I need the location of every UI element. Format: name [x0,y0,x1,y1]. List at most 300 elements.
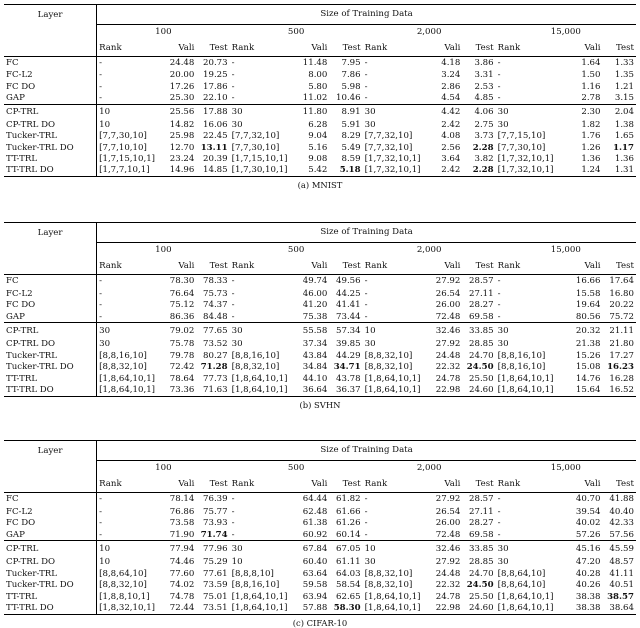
best-value: 5.18 [339,165,361,176]
table-row [4,93,636,104]
row-label: FC DO [6,300,36,311]
table-caption: (b) SVHN [299,399,341,410]
table-cell: 60.92 [302,529,328,540]
table-cell: 57.88 [302,603,328,614]
row-label: TT-TRL [6,154,38,165]
table-cell: - [97,57,159,70]
table-cell: 30 [364,556,376,567]
table-cell: 74.02 [169,580,195,591]
best-value: 24.50 [466,580,494,591]
table-cell: 1.82 [581,119,601,130]
table-cell: - [97,506,159,518]
table-cell: 59.58 [302,580,328,591]
table-cell: [7,7,32,10] [364,131,413,142]
subheader-test: Test [209,478,228,489]
table-cell: [1,7,15,10,1] [97,154,159,165]
table-cell: 40.70 [575,494,601,505]
table-cell: 20.32 [575,325,601,336]
table-cell: 79.78 [169,350,195,361]
subheader-vali: Vali [584,42,601,53]
table-cell: 34.84 [302,362,328,373]
best-value: 13.11 [200,142,228,153]
row-label: FC DO [6,81,36,92]
table-caption: (a) MNIST [297,179,343,190]
results-table-block [0,222,640,409]
table-cell: 28.27 [469,300,494,311]
results-table-block [0,4,640,189]
table-cell: 22.32 [435,362,461,373]
row-label: FC-L2 [6,70,33,81]
table-cell: 30 [231,119,243,130]
row-label: CP-TRL DO [6,338,56,349]
table-cell: 45.59 [609,543,634,554]
table-cell: [8,8,32,10] [364,580,413,591]
table-cell: - [497,58,501,69]
subheader-vali: Vali [311,42,328,53]
table-cell: 55.58 [302,325,328,336]
table-cell: 17.86 [203,81,228,92]
table-cell: 24.60 [469,603,494,614]
row-label: CP-TRL [6,325,39,336]
table-cell: - [364,311,368,322]
table-cell: 26.54 [435,506,461,517]
size-of-training-data-header: Size of Training Data [97,441,636,461]
table-cell: - [364,300,368,311]
table-cell: 38.38 [575,603,601,614]
table-cell: [1,8,64,10,1] [497,591,554,602]
size-header-2000: 2,000 [363,243,496,259]
table-cell: [1,8,64,10,1] [497,603,554,614]
table-cell: [1,8,64,10,1] [364,603,421,614]
table-cell: 2.78 [581,92,601,103]
row-label: GAP [6,529,25,540]
subheader-rank: Rank [364,260,388,271]
table-row [4,142,636,153]
table-cell: 40.51 [609,580,634,591]
row-label: GAP [6,92,25,103]
table-cell: 28.57 [469,494,494,505]
table-cell: 67.05 [336,543,361,554]
results-table [4,4,636,177]
subheader-test: Test [342,478,361,489]
table-cell: 75.38 [302,311,328,322]
table-cell: 24.48 [435,350,461,361]
table-cell: [1,8,64,10,1] [231,603,288,614]
best-value: 24.50 [466,362,494,373]
table-cell: 16.06 [203,119,228,130]
table-cell: 1.64 [581,58,601,69]
size-header-15000: 15,000 [496,25,636,41]
table-cell [462,142,495,153]
table-cell: 1.50 [581,70,601,81]
subheader-vali: Vali [444,42,461,53]
table-cell: [7,7,30,10] [97,131,159,142]
best-value: 2.28 [472,142,494,153]
table-cell: 79.02 [169,325,195,336]
table-cell: 39.54 [575,506,601,517]
table-cell: 20.73 [203,58,228,69]
results-table [4,222,636,397]
table-cell: 7.95 [341,58,361,69]
table-cell: - [497,70,501,81]
table-row [4,603,636,615]
table-cell: - [97,81,159,92]
table-cell: - [231,506,235,517]
table-cell: 3.86 [474,58,494,69]
subheader-vali: Vali [584,478,601,489]
row-label: TT-TRL DO [6,165,54,176]
layer-header: Layer [37,228,63,238]
table-cell: 32.46 [435,325,461,336]
table-cell: 8.00 [308,70,328,81]
table-cell: - [497,529,501,540]
subheader-vali: Vali [178,260,195,271]
table-cell: 62.48 [302,506,328,517]
table-cell: - [231,529,235,540]
table-cell: - [231,300,235,311]
table-cell: 4.42 [441,106,461,117]
table-row [4,81,636,92]
table-cell: 8.29 [341,131,361,142]
table-cell: - [231,494,235,505]
table-cell: 30 [364,119,376,130]
table-cell: - [364,506,368,517]
table-cell: 30 [497,543,509,554]
table-cell: 5.91 [341,119,361,130]
table-cell: 57.26 [575,529,601,540]
best-value: 16.23 [607,362,634,373]
table-cell: 25.50 [469,373,494,384]
table-cell: 20.00 [169,70,195,81]
table-cell: - [497,81,501,92]
table-cell: 1.33 [614,58,634,69]
table-cell: [8,8,8,10] [231,568,274,579]
table-cell: [1,8,64,10,1] [364,373,421,384]
table-cell: 60.14 [336,529,361,540]
table-cell: [1,7,32,10,1] [364,165,421,176]
subheader-vali: Vali [444,478,461,489]
table-cell: 1.26 [581,142,601,153]
table-cell: [7,7,15,10] [497,131,546,142]
subheader-rank: Rank [497,260,521,271]
table-cell: 16.52 [609,385,634,396]
row-label: Tucker-TRL [6,131,57,142]
table-cell [603,362,637,374]
subheader-vali: Vali [444,260,461,271]
table-cell: 46.00 [302,288,328,299]
table-cell: 33.85 [469,325,494,336]
table-cell: 2.53 [474,81,494,92]
table-row [4,580,636,592]
table-cell: 14.96 [169,165,195,176]
table-cell: [8,8,64,10] [497,568,546,579]
bottom-rule [4,396,636,397]
table-cell: 28.85 [469,338,494,349]
table-cell [462,362,495,374]
size-header-100: 100 [97,25,230,41]
table-cell: 73.93 [203,518,228,529]
table-cell: 10 [97,541,159,557]
table-cell: 30 [231,338,243,349]
table-cell: 63.64 [302,568,328,579]
subheader-rank: Rank [364,42,388,53]
table-cell: 14.85 [203,165,228,176]
results-table [4,440,636,615]
subheader-test: Test [475,42,494,53]
table-cell: 77.73 [203,373,228,384]
table-cell: 8.59 [341,154,361,165]
table-cell: 1.35 [614,70,634,81]
table-cell: 41.88 [609,494,634,505]
table-cell: 40.02 [575,518,601,529]
table-cell: 24.70 [469,568,494,579]
table-cell: 38.64 [609,603,634,614]
size-header-100: 100 [97,243,230,259]
table-cell: [8,8,16,10] [231,350,280,361]
table-cell: 74.46 [169,556,195,567]
table-cell: [8,8,32,10] [364,350,413,361]
size-header-500: 500 [230,243,363,259]
table-cell: 75.01 [203,591,228,602]
subheader-test: Test [475,260,494,271]
table-cell: 4.85 [474,92,494,103]
table-cell: [8,8,64,10] [497,580,546,591]
table-cell: - [364,70,368,81]
table-row [4,288,636,300]
table-cell: 20.39 [203,154,228,165]
table-cell: 77.60 [169,568,195,579]
table-cell: - [497,506,501,517]
table-cell: 2.56 [441,142,461,153]
table-cell: 57.34 [336,325,361,336]
table-cell: 30 [497,338,509,349]
table-cell: 30 [97,323,159,339]
table-cell: 72.42 [169,362,195,373]
subheader-rank: Rank [97,259,159,275]
table-cell: 60.40 [302,556,328,567]
table-cell: 30 [231,106,243,117]
table-row [4,556,636,568]
table-cell: 25.50 [469,591,494,602]
table-cell: 15.64 [575,385,601,396]
table-cell: 39.85 [336,338,361,349]
table-row [4,493,636,507]
table-cell: 44.10 [302,373,328,384]
table-cell: - [497,276,501,287]
table-cell: 36.37 [336,385,361,396]
table-cell: - [364,81,368,92]
table-cell: 80.27 [203,350,228,361]
table-cell: 41.20 [302,300,328,311]
table-cell: 16.28 [609,373,634,384]
table-row [4,131,636,142]
table-cell: 30 [231,543,243,554]
table-row [4,119,636,130]
table-cell: 19.64 [575,300,601,311]
row-label: FC [6,494,19,505]
table-cell: 10 [364,543,376,554]
table-cell: 58.54 [336,580,361,591]
table-cell [196,529,229,541]
size-header-500: 500 [230,461,363,477]
table-cell: 49.74 [302,276,328,287]
subheader-rank: Rank [364,478,388,489]
table-row [4,57,636,70]
table-cell: 72.44 [169,603,195,614]
table-cell: 57.56 [609,529,634,540]
table-cell: 76.64 [169,288,195,299]
table-cell: [8,8,64,10] [97,568,159,580]
table-cell: 5.80 [308,81,328,92]
table-cell: [1,7,15,10,1] [231,154,288,165]
table-cell: 40.28 [575,568,601,579]
table-cell: 15.08 [575,362,601,373]
table-cell: - [497,494,501,505]
table-cell: - [231,81,235,92]
table-cell: 2.75 [474,119,494,130]
table-cell: - [364,288,368,299]
table-cell: 74.78 [169,591,195,602]
table-cell: 30 [97,338,159,350]
table-cell: - [97,529,159,541]
table-cell: - [231,288,235,299]
table-cell: 25.56 [169,106,195,117]
table-cell: 2.04 [614,106,634,117]
table-cell: [1,8,32,10,1] [97,603,159,615]
table-cell: [1,8,64,10,1] [364,385,421,396]
table-cell: 30 [497,556,509,567]
table-cell: [8,8,16,10] [497,350,546,361]
table-cell: 27.92 [435,276,461,287]
table-cell: 27.92 [435,338,461,349]
table-cell: - [231,58,235,69]
table-cell: [1,7,32,10,1] [497,165,554,176]
table-cell: - [231,276,235,287]
table-cell: - [364,494,368,505]
table-cell: 24.70 [469,350,494,361]
table-cell: 15.26 [575,350,601,361]
table-cell: 61.66 [336,506,361,517]
best-value: 71.74 [200,529,228,540]
table-cell: 12.70 [169,142,195,153]
table-cell: [1,8,64,10,1] [231,373,288,384]
table-cell: [1,7,32,10,1] [364,154,421,165]
table-cell: 26.00 [435,518,461,529]
table-cell [329,603,362,615]
table-cell: 33.85 [469,543,494,554]
table-cell: 78.64 [169,373,195,384]
table-cell: 30 [364,338,376,349]
best-value: 1.17 [613,142,634,153]
table-cell: 1.36 [614,154,634,165]
row-label: CP-TRL [6,106,39,117]
row-label: CP-TRL DO [6,556,56,567]
table-cell: 22.32 [435,580,461,591]
table-cell: 16.80 [609,288,634,299]
table-row [4,518,636,530]
table-cell: - [497,311,501,322]
table-cell: 30 [364,106,376,117]
table-cell: 17.26 [169,81,195,92]
table-cell: 10 [231,556,243,567]
table-cell: 1.16 [581,81,601,92]
table-cell: 2.86 [441,81,461,92]
table-cell: 1.76 [581,131,601,142]
row-label: GAP [6,311,25,322]
table-cell: 3.82 [474,154,494,165]
table-cell: 5.98 [341,81,361,92]
best-value: 38.57 [607,591,634,602]
table-cell: [7,7,30,10] [231,142,280,153]
table-row [4,154,636,165]
size-header-15000: 15,000 [496,461,636,477]
table-cell: 75.77 [203,506,228,517]
best-value: 34.71 [333,362,361,373]
table-cell: 24.60 [469,385,494,396]
table-cell: - [497,288,501,299]
row-label: FC [6,58,19,69]
table-cell: [8,8,32,10] [231,362,280,373]
table-cell: [1,7,7,10,1] [97,165,159,176]
table-cell: 69.58 [469,529,494,540]
table-cell: 2.42 [441,165,461,176]
table-cell: - [364,276,368,287]
table-cell: 4.06 [474,106,494,117]
table-cell: 75.12 [169,300,195,311]
table-cell: 24.48 [435,568,461,579]
table-cell: 2.42 [441,119,461,130]
table-cell: 73.59 [203,580,228,591]
table-cell: 61.11 [336,556,361,567]
table-row [4,323,636,339]
table-cell: 42.33 [609,518,634,529]
table-cell: 11.02 [302,92,328,103]
table-cell: 27.11 [469,288,494,299]
bottom-rule [4,176,636,177]
table-cell: [7,7,32,10] [231,131,280,142]
table-cell: - [231,311,235,322]
table-row [4,300,636,312]
table-row [4,506,636,518]
table-cell: 5.16 [308,142,328,153]
table-cell: 28.27 [469,518,494,529]
table-cell: 77.94 [169,543,195,554]
table-cell: - [364,58,368,69]
table-cell: - [497,92,501,103]
table-cell: 62.65 [336,591,361,602]
table-cell: - [364,518,368,529]
table-cell: 17.88 [203,106,228,117]
table-cell: 3.24 [441,70,461,81]
table-cell: 32.46 [435,543,461,554]
table-cell: 73.44 [336,311,361,322]
bottom-rule [4,614,636,615]
layer-header: Layer [37,446,63,456]
table-cell: 1.21 [614,81,634,92]
size-header-15000: 15,000 [496,243,636,259]
table-cell [462,165,495,176]
table-cell: 25.30 [169,92,195,103]
table-cell: 41.41 [336,300,361,311]
table-cell: 1.24 [581,165,601,176]
table-cell: [8,8,16,10] [97,350,159,362]
table-cell: [1,8,64,10,1] [231,385,288,396]
table-cell: [8,8,32,10] [97,580,159,592]
table-cell: 80.56 [575,311,601,322]
table-cell: 47.20 [575,556,601,567]
table-cell: 75.78 [169,338,195,349]
subheader-test: Test [209,260,228,271]
